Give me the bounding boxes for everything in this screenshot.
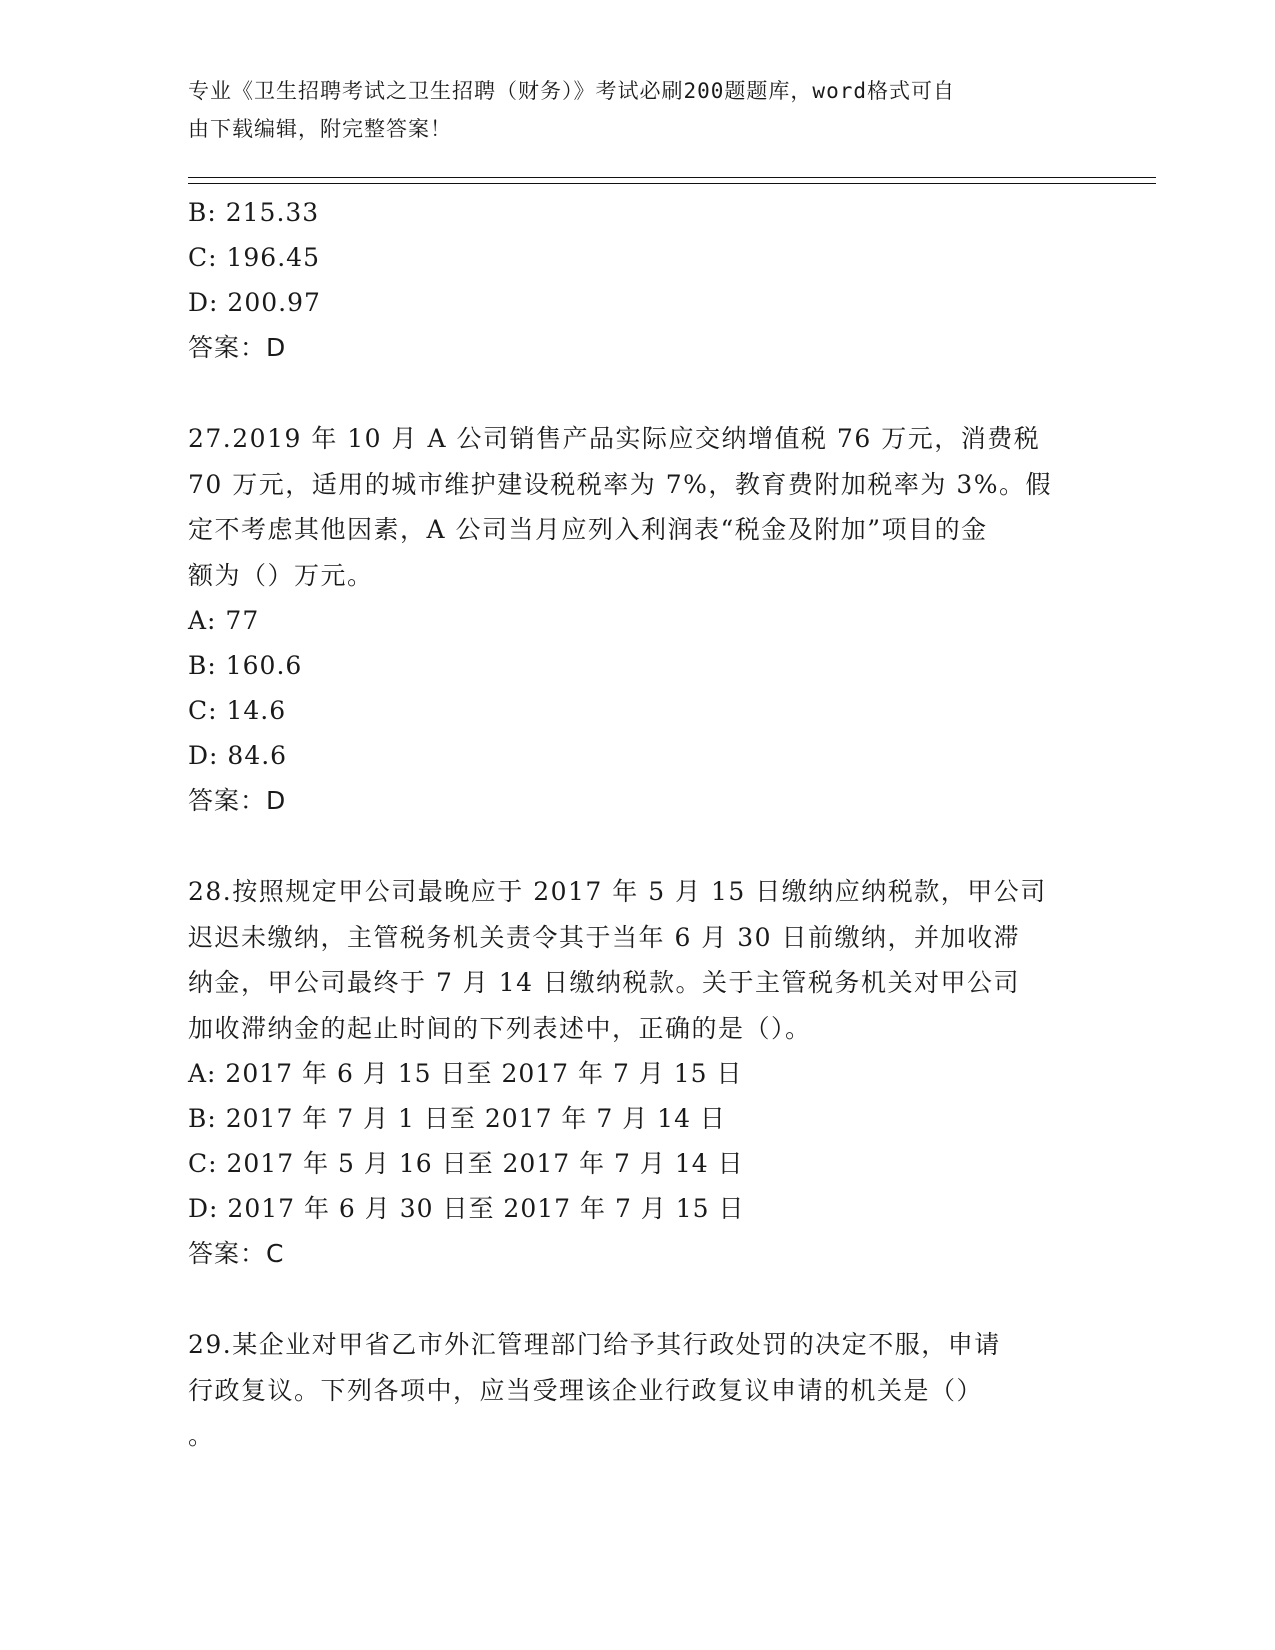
option-a: A: 77 — [188, 606, 260, 635]
answer-line: 答案：D — [188, 333, 287, 362]
question-line: 27.2019 年 10 月 A 公司销售产品实际应交纳增值税 76 万元，消费税 — [188, 424, 1041, 453]
question-line: 70 万元，适用的城市维护建设税税率为 7%，教育费附加税率为 3%。假 — [188, 469, 1052, 499]
question-line: 定不考虑其他因素，A 公司当月应列入利润表“税金及附加”项目的金 — [188, 515, 988, 544]
question-29 — [188, 1322, 1088, 1459]
question-28-text — [188, 869, 1088, 1051]
answer-line: 答案：C — [188, 1239, 285, 1268]
question-27-text — [188, 416, 1088, 598]
question-26-tail — [188, 190, 1088, 370]
question-line: 纳金，甲公司最终于 7 月 14 日缴纳税款。关于主管税务机关对甲公司 — [188, 968, 1021, 997]
spacer — [188, 823, 1088, 869]
question-line: 。 — [188, 1421, 215, 1450]
option-c: C: 196.45 — [188, 243, 320, 272]
question-27 — [188, 416, 1088, 823]
option-d: D: 84.6 — [188, 741, 288, 770]
option-b: B: 160.6 — [188, 651, 303, 680]
question-line: 迟迟未缴纳，主管税务机关责令其于当年 6 月 30 日前缴纳，并加收滞 — [188, 922, 1021, 952]
question-29-text — [188, 1322, 1088, 1459]
answer-line: 答案：D — [188, 786, 287, 815]
question-line: 行政复议。下列各项中，应当受理该企业行政复议申请的机关是（） — [188, 1375, 984, 1405]
option-d: D: 2017 年 6 月 30 日至 2017 年 7 月 15 日 — [188, 1194, 745, 1223]
header-rule-top — [188, 177, 1156, 178]
document-header — [188, 72, 1068, 148]
option-b: B: 215.33 — [188, 198, 320, 227]
header-rule-bottom — [188, 183, 1156, 184]
header-line-1: 专业《卫生招聘考试之卫生招聘（财务）》考试必刷200题题库，word格式可自 — [188, 79, 955, 103]
option-c: C: 2017 年 5 月 16 日至 2017 年 7 月 14 日 — [188, 1149, 744, 1178]
option-b: B: 2017 年 7 月 1 日至 2017 年 7 月 14 日 — [188, 1104, 726, 1133]
header-line-2: 由下载编辑，附完整答案！ — [188, 117, 452, 141]
spacer — [188, 370, 1088, 416]
option-d: D: 200.97 — [188, 288, 321, 317]
option-c: C: 14.6 — [188, 696, 287, 725]
question-line: 29.某企业对甲省乙市外汇管理部门给予其行政处罚的决定不服，申请 — [188, 1330, 1001, 1359]
option-a: A: 2017 年 6 月 15 日至 2017 年 7 月 15 日 — [188, 1059, 743, 1088]
question-line: 额为（）万元。 — [188, 560, 374, 590]
document-body — [188, 190, 1088, 1459]
spacer — [188, 1276, 1088, 1322]
question-line: 28.按照规定甲公司最晚应于 2017 年 5 月 15 日缴纳应纳税款，甲公司 — [188, 877, 1047, 906]
question-line: 加收滞纳金的起止时间的下列表述中，正确的是（）。 — [188, 1013, 812, 1043]
question-28 — [188, 869, 1088, 1276]
